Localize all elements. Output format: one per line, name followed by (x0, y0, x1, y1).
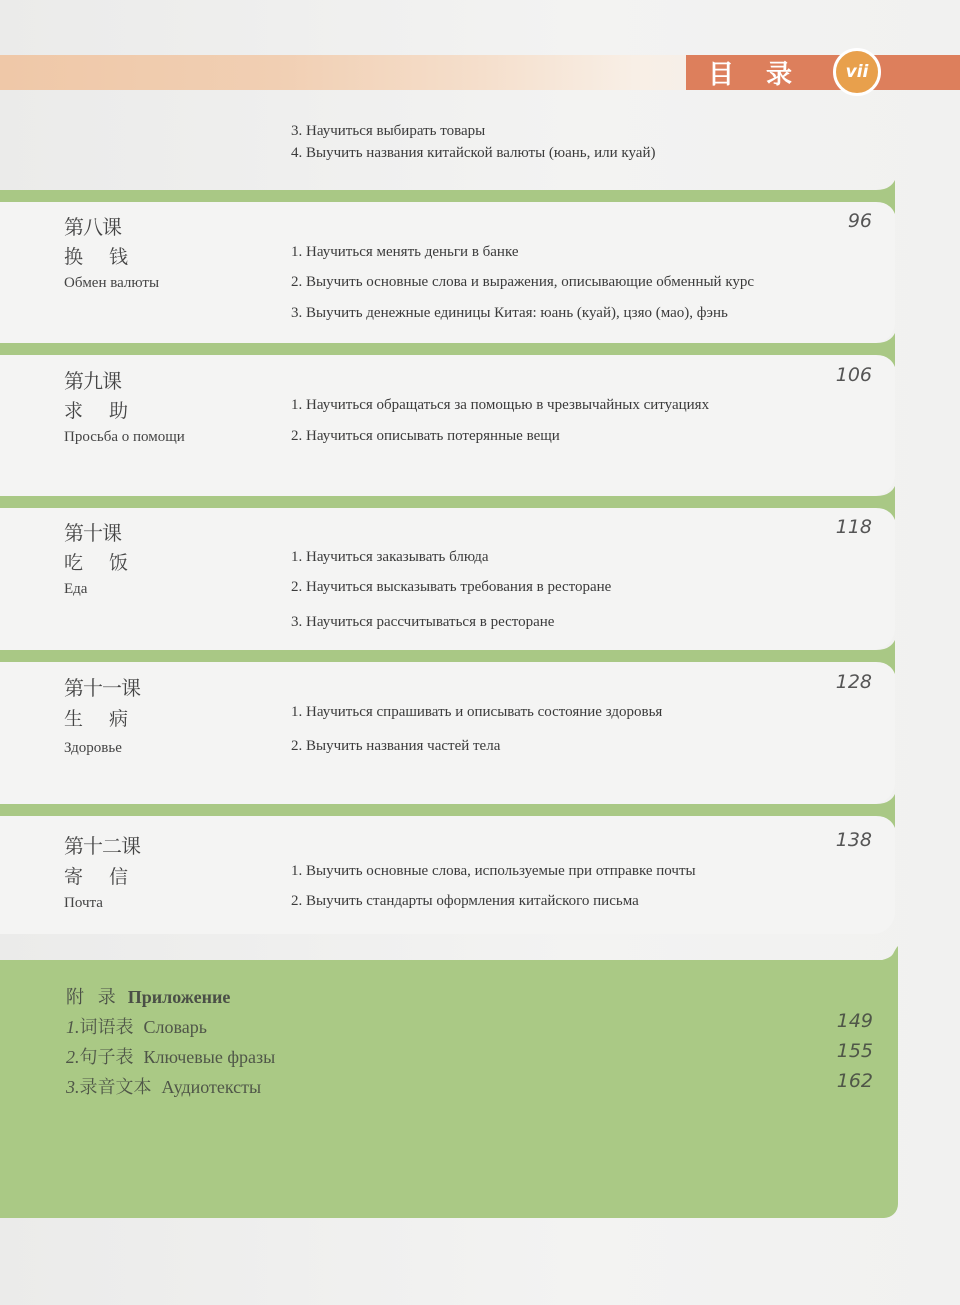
appendix-item-audio-texts[interactable] (66, 1073, 261, 1099)
objective-item: 2. Выучить названия частей тела (291, 738, 501, 754)
item-index: 1. (66, 1017, 80, 1037)
lesson-number: 第八课 (64, 215, 121, 239)
page-title (708, 54, 794, 91)
page-number: 128 (835, 671, 872, 693)
lesson-number: 第十课 (64, 521, 121, 545)
page-number: 155 (836, 1040, 873, 1062)
appendix-item-key-phrases[interactable] (66, 1043, 275, 1069)
objective-item: 1. Научиться спрашивать и описывать состояние здоровья (291, 704, 663, 720)
page-number: 96 (847, 210, 872, 232)
lesson-divider-band (0, 343, 880, 355)
lesson-title-ru: Здоровье (64, 740, 122, 756)
objective-item: 1. Выучить основные слова, используемые при отправке почты (291, 863, 696, 879)
lesson-title-cn: 求 助 (64, 400, 130, 422)
appendix-title-cn: 附 录 (66, 987, 120, 1008)
objective-item: 2. Научиться описывать потерянные вещи (291, 428, 560, 444)
objective-item: 1. Научиться менять деньги в банке (291, 244, 519, 260)
band-flare (876, 333, 896, 367)
header-gradient-bar (0, 55, 690, 90)
objective-item: 3. Выучить денежные единицы Китая: юань (куай), цзяо (мао), фэнь (291, 305, 728, 321)
lesson-card-9 (0, 354, 895, 496)
lesson-number: 第九课 (64, 369, 121, 393)
item-index: 2. (66, 1047, 80, 1067)
objective-item: 3. Научиться выбирать товары (291, 123, 486, 139)
lesson-title-ru: Еда (64, 581, 88, 597)
lesson-title-cn: 吃 饭 (64, 552, 130, 574)
title-char-2: 录 (766, 60, 795, 90)
band-flare (876, 180, 896, 214)
objective-item: 3. Научиться рассчитываться в ресторане (291, 614, 555, 630)
objective-item: 2. Выучить основные слова и выражения, описывающие обменный курс (291, 274, 755, 290)
item-title-cn: 句子表 (79, 1047, 134, 1068)
lesson-card-8 (0, 202, 895, 344)
appendix-item-vocabulary[interactable] (66, 1013, 207, 1039)
page-number: 149 (836, 1010, 873, 1032)
lesson-title-ru: Просьба о помощи (64, 429, 185, 445)
lesson-title-cn: 寄 信 (64, 866, 130, 888)
item-title-ru: Ключевые фразы (143, 1047, 276, 1067)
lesson-divider-band (0, 190, 880, 202)
lesson-divider-band (0, 496, 880, 508)
lesson-title-ru: Почта (64, 895, 103, 911)
objective-item: 1. Научиться заказывать блюда (291, 549, 489, 565)
appendix-title-ru: Приложение (127, 987, 231, 1007)
objective-item: 2. Выучить стандарты оформления китайского письма (291, 893, 639, 909)
page-number: 138 (835, 829, 872, 851)
lesson-title-ru: Обмен валюты (64, 275, 160, 291)
lesson-number: 第十二课 (64, 834, 140, 858)
lesson-title-cn: 生 病 (64, 708, 130, 730)
objective-item: 4. Выучить названия китайской валюты (юань, или куай) (291, 145, 656, 161)
item-title-cn: 录音文本 (79, 1077, 152, 1098)
item-index: 3. (66, 1077, 80, 1097)
title-char-1: 目 (708, 60, 737, 90)
page-number-badge: vii (833, 48, 881, 96)
lesson-title-cn: 换 钱 (64, 246, 130, 268)
item-title-cn: 词语表 (79, 1017, 134, 1038)
page-number: 118 (835, 516, 872, 538)
objective-item: 2. Научиться высказывать требования в ресторане (291, 579, 612, 595)
item-title-ru: Словарь (143, 1017, 207, 1037)
page-number: 162 (836, 1070, 873, 1092)
lesson-divider-band (0, 804, 880, 816)
objective-item: 1. Научиться обращаться за помощью в чрезвычайных ситуациях (291, 397, 710, 413)
lesson-number: 第十一课 (64, 676, 140, 700)
appendix-heading (66, 983, 230, 1009)
band-flare (876, 486, 896, 520)
lesson-divider-band (0, 650, 880, 662)
item-title-ru: Аудиотексты (161, 1077, 262, 1097)
page-number: 106 (835, 364, 872, 386)
band-flare (876, 794, 896, 828)
band-flare (876, 640, 896, 674)
